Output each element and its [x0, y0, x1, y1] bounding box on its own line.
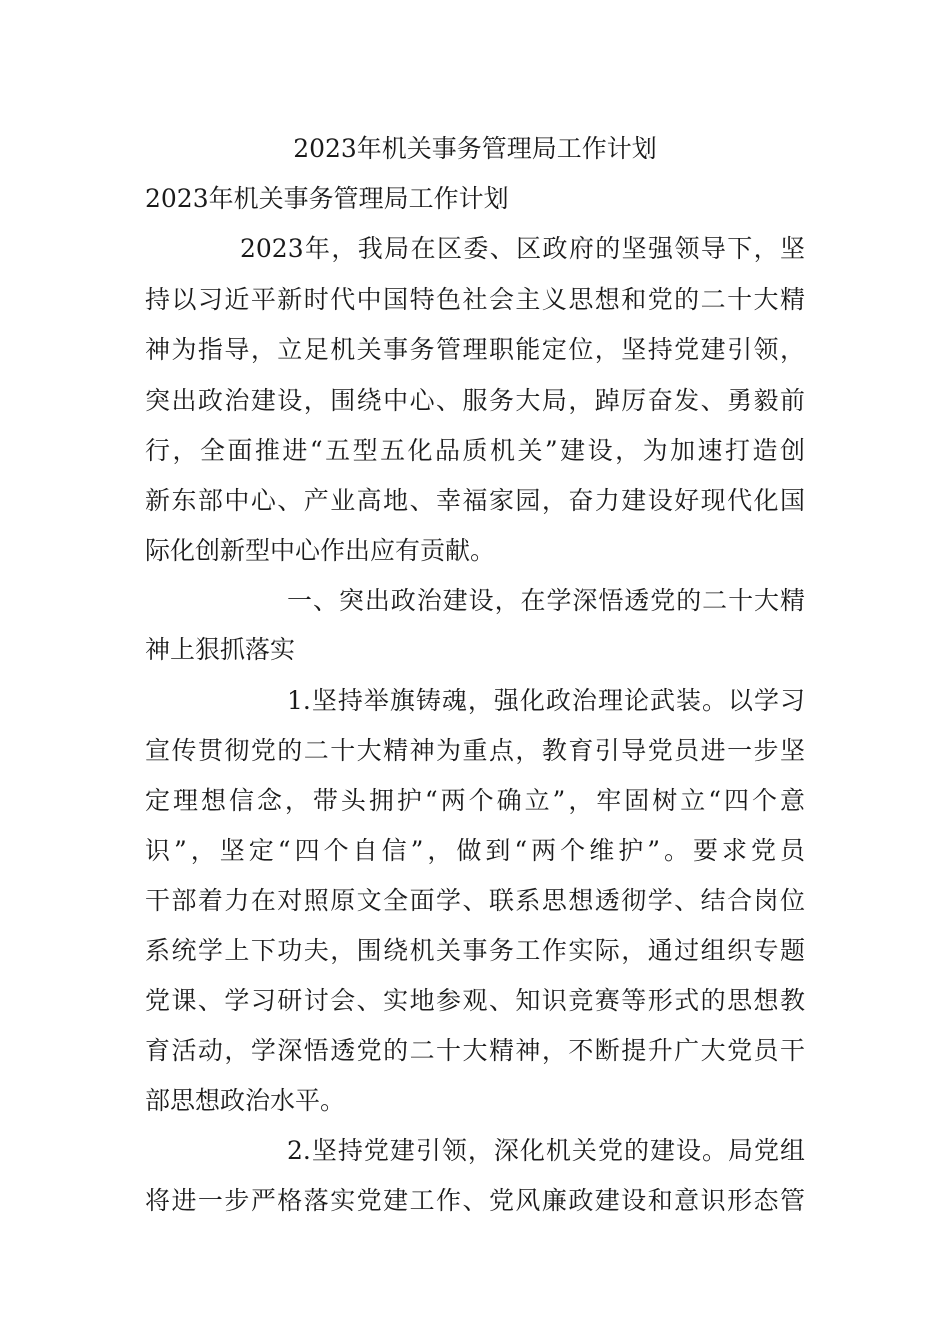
- item1-line: 1.坚持举旗铸魂，强化政治理论武装。以学习: [287, 686, 805, 715]
- section-heading-line: 神上狠抓落实: [145, 635, 296, 664]
- item1-line: 定理想信念，带头拥护“两个确立”，牢固树立“四个意: [145, 786, 805, 815]
- intro-line: 2023年，我局在区委、区政府的坚强领导下，坚: [240, 234, 805, 263]
- item2-line: 2.坚持党建引领，深化机关党的建设。局党组: [287, 1136, 805, 1165]
- document-title: 2023年机关事务管理局工作计划: [293, 134, 657, 163]
- intro-line: 突出政治建设，围绕中心、服务大局，踔厉奋发、勇毅前: [145, 386, 805, 415]
- item1-line: 育活动，学深悟透党的二十大精神，不断提升广大党员干: [145, 1036, 805, 1065]
- intro-line: 行，全面推进“五型五化品质机关”建设，为加速打造创: [145, 436, 805, 465]
- intro-line: 新东部中心、产业高地、幸福家园，奋力建设好现代化国: [145, 486, 805, 515]
- intro-line: 神为指导，立足机关事务管理职能定位，坚持党建引领，: [145, 335, 805, 364]
- section-heading-line: 一、突出政治建设，在学深悟透党的二十大精: [287, 586, 805, 615]
- item1-line: 党课、学习研讨会、实地参观、知识竞赛等形式的思想教: [145, 986, 805, 1015]
- item1-line: 识”，坚定“四个自信”，做到“两个维护”。要求党员: [145, 836, 805, 865]
- intro-line: 际化创新型中心作出应有贡献。: [145, 536, 496, 565]
- item1-line: 宣传贯彻党的二十大精神为重点，教育引导党员进一步坚: [145, 736, 805, 765]
- item1-line: 系统学上下功夫，围绕机关事务工作实际，通过组织专题: [145, 936, 805, 965]
- item1-line: 干部着力在对照原文全面学、联系思想透彻学、结合岗位: [145, 886, 805, 915]
- document-subtitle: 2023年机关事务管理局工作计划: [145, 184, 509, 213]
- intro-line: 持以习近平新时代中国特色社会主义思想和党的二十大精: [145, 285, 805, 314]
- item1-line: 部思想政治水平。: [145, 1086, 346, 1115]
- item2-line: 将进一步严格落实党建工作、党风廉政建设和意识形态管: [145, 1186, 805, 1215]
